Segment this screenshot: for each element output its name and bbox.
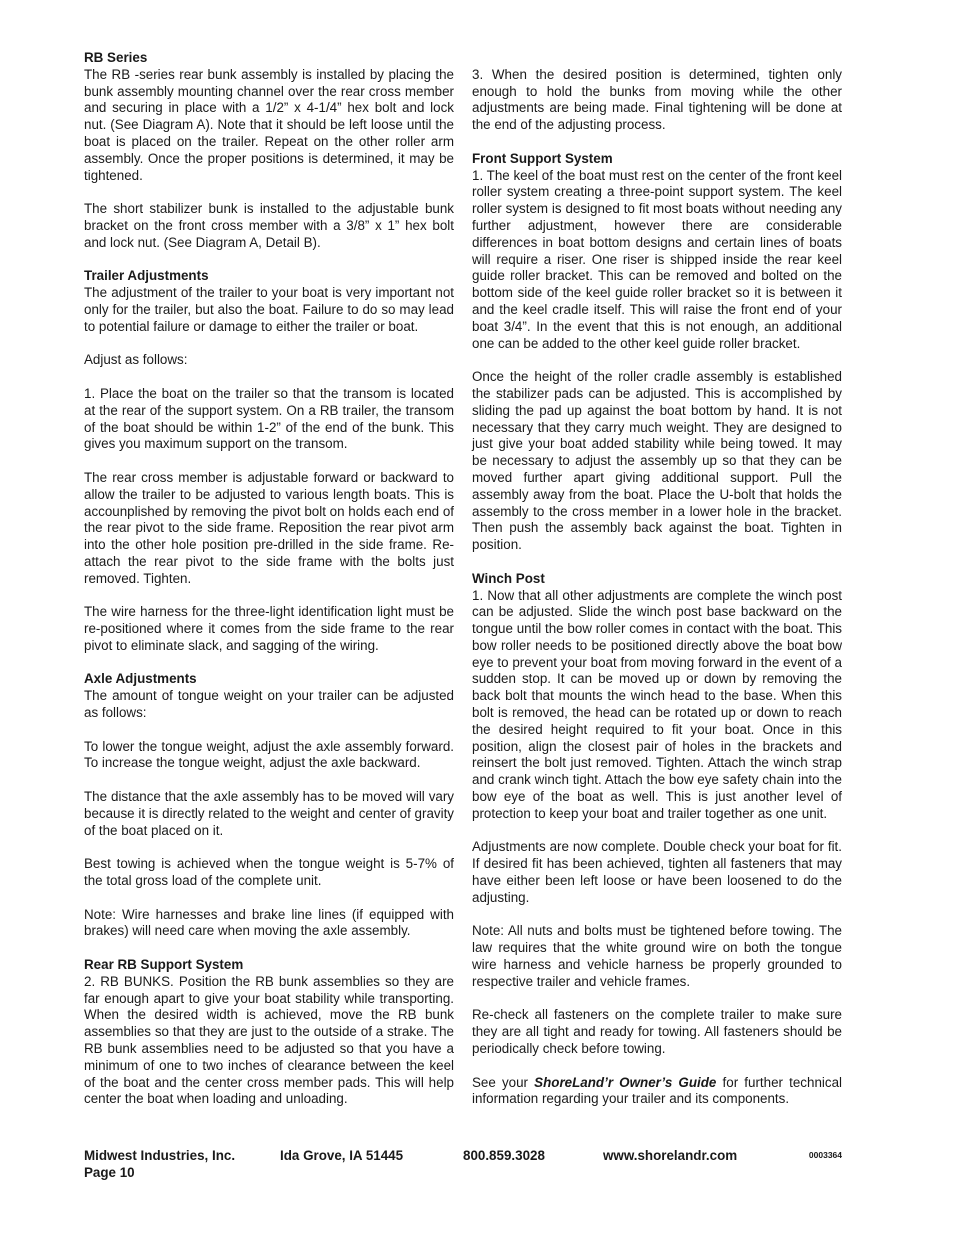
left-column — [84, 50, 454, 1108]
trailer-adjustments-p3: 1. Place the boat on the trailer so that the transom is located at the rear of the support system. On a RB trailer, the transom of the boat should be within 1-2” of the end of the bunk. This gives you maximum support on the transom. — [84, 385, 454, 452]
trailer-adjustments-heading: Trailer Adjustments — [84, 268, 209, 284]
winch-post-p1: 1. Now that all other adjustments are complete the winch post can be adjusted. Slide the winch post base backward on the tongue until the bow roller comes in contact with the boat. This bow roller needs to be positioned directly above the boat bow eye to prevent your boat from moving forward in the event of a sudden stop. It can be moved up or down by removing the back bolt that mounts the winch head to the base. When this bolt is removed, the head can be rotated up or down to reach the desired height required to fit your boat. Once in this position, align the closest pair of holes in the brackets and reinsert the bolt just removed. Tighten. Attach the winch strap and crank winch tight. Attach the bow eye safety chain into the bow eye of the boat as well. This is just another level of protection to keep your boat and trailer together as one unit. — [472, 587, 842, 821]
trailer-adjustments-p5: The wire harness for the three-light identification light must be re-positioned where it comes from the side frame to the rear pivot to eliminate slack, and sagging of the wiring. — [84, 604, 454, 653]
right-column — [472, 50, 842, 1108]
axle-adjustments-p2: To lower the tongue weight, adjust the axle assembly forward. To increase the tongue weight, adjust the axle backward. — [84, 738, 454, 771]
rear-rb-support-p1: 2. RB BUNKS. Position the RB bunk assemblies so they are far enough apart to give your boat stability while transporting. When the desired width is achieved, move the RB bunk assemblies so that they are just to the outside of a strake. The RB bunk assemblies need to be adjusted so that you have a minimum of one to two inches of clearance between the keel of the boat and the center cross member pads. This will help center the boat when loading and unloading. — [84, 973, 454, 1107]
footer-website: www.shorelandr.com — [603, 1148, 738, 1163]
trailer-adjustments-p4: The rear cross member is adjustable forward or backward to allow the trailer to be adjusted to various length boats. This is accounplished by removing the pivot bolt on holds each end of the rear pivot to the side frame. Reposition the rear pivot arm into the other hole position pre-drilled in the side frame. Re-attach the rear pivot to the side frame with the bolts just removed. Tighten. — [84, 469, 454, 586]
footer-doc-code: 0003364 — [808, 1150, 842, 1160]
footer-company: Midwest Industries, Inc. — [84, 1148, 236, 1163]
axle-adjustments-p3: The distance that the axle assembly has to be moved will vary because it is directly related to the weight and center of gravity of the boat placed on it. — [84, 789, 454, 838]
owners-guide-title: ShoreLand’r Owner’s Guide — [534, 1074, 717, 1090]
winch-post-p3: Note: All nuts and bolts must be tightened before towing. The law requires that the white ground wire on both the tongue wire harness and vehicle harness be properly grounded to respective trailer and vehicle frames. — [472, 923, 842, 989]
rb-series-heading: RB Series — [84, 50, 148, 65]
axle-adjustments-heading: Axle Adjustments — [84, 671, 197, 687]
axle-adjustments-p1: The amount of tongue weight on your trailer can be adjusted as follows: — [84, 688, 454, 721]
intro-p1: 3. When the desired position is determined, tighten only enough to hold the bunks from moving while the other adjustments are being made. Final tightening will be done at the end of the adjusting process. — [472, 66, 842, 133]
page-footer — [84, 1147, 844, 1181]
winch-post-p2: Adjustments are now complete. Double check your boat for fit. If desired fit has been achieved, tighten all fasteners that may have either been left loose or have been loosened to do the adjusting. — [472, 839, 842, 905]
further-info-text: for further technical information regarding your trailer and its components. — [472, 1074, 842, 1107]
front-support-p2: Once the height of the roller cradle assembly is established the stabilizer pads can be adjusted. This is accomplished by sliding the pad up against the boat bottom by hand. It is not necessary that they carry much weight. They are designed to just give your boat added stability while being towed. It may be necessary to adjust the assembly up so that they can be moved further apart giving additional support. Pull the assembly away from the boat. Place the U-bolt that holds the assembly to the cross member in a lower hole in the bracket. Then push the assembly back against the boat. Tighten in position. — [472, 369, 842, 553]
axle-adjustments-p4: Best towing is achieved when the tongue weight is 5-7% of the total gross load of the complete unit. — [84, 856, 454, 889]
see-your-text: See your — [472, 1074, 535, 1090]
axle-adjustments-p5: Note: Wire harnesses and brake line lines (if equipped with brakes) will need care when moving the axle assembly. — [84, 906, 454, 939]
trailer-adjustments-p1: The adjustment of the trailer to your boat is very important not only for the trailer, but also the boat. Failure to do so may lead to potential failure or damage to either the trailer or boat. — [84, 285, 454, 334]
footer-city: Ida Grove, IA 51445 — [280, 1148, 404, 1163]
front-support-heading: Front Support System — [472, 150, 613, 166]
winch-post-p4: Re-check all fasteners on the complete trailer to make sure they are all tight and ready for towing. All fasteners should be periodically check before towing. — [472, 1007, 842, 1057]
winch-post-heading: Winch Post — [472, 570, 545, 586]
page-number: Page 10 — [84, 1165, 135, 1180]
footer-phone: 800.859.3028 — [463, 1148, 545, 1163]
front-support-p1: 1. The keel of the boat must rest on the center of the front keel roller system creating a three-point support system. The keel roller system is designed to fit most boats without needing any further adjustment, however there are considerable differences in boat bottom designs and certain lines of boats will require a riser. One riser is shipped inside the rear keel guide roller bracket. This can be removed and bolted on the bottom side of the keel guide roller bracket so it is between it and the keel cradle itself. This will raise the front end of your boat 3/4”. In the event that this is not enough, an additional one can be added to the other keel guide roller bracket. — [472, 167, 842, 351]
rb-series-p2: The short stabilizer bunk is installed to the adjustable bunk bracket on the front cross member with a 3/8” x 1” hex bolt and lock nut. (See Diagram A, Detail B). — [84, 201, 454, 250]
rear-rb-support-heading: Rear RB Support System — [84, 957, 244, 973]
rb-series-p1: The RB -series rear bunk assembly is installed by placing the bunk assembly mounting channel over the rear cross member and securing in place with a 1/2” x 4-1/4” hex bolt and lock nut. (See Diagram A). Note that it should be left loose until the boat is placed on the trailer. Repeat on the other roller arm assembly. Once the proper positions is determined, it may be tightened. — [84, 66, 454, 183]
trailer-adjustments-p2: Adjust as follows: — [84, 352, 188, 368]
winch-post-p5 — [472, 1075, 842, 1109]
